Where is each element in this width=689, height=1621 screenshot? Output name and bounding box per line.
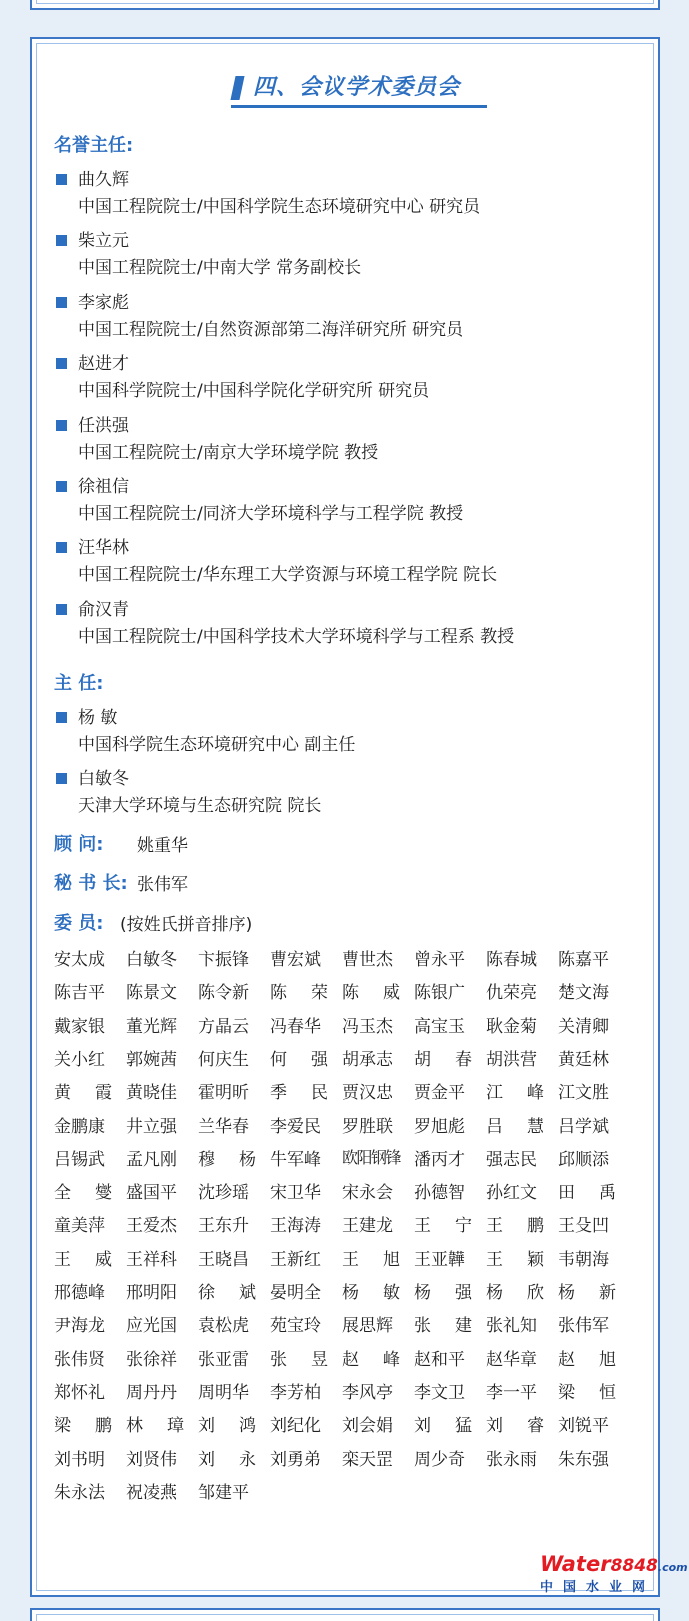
member-name: 耿金菊 <box>486 1016 537 1037</box>
member-name-char: 峰 <box>527 1083 544 1104</box>
member-name: 高宝玉 <box>414 1016 465 1037</box>
member-name-char: 鸿 <box>239 1416 256 1437</box>
member-name: 曹宏斌 <box>270 950 321 970</box>
member-name-char: 旭 <box>383 1249 400 1270</box>
honorary-affiliation: 中国工程院院士/中国科学院生态环境研究中心 研究员 <box>78 197 481 217</box>
member-name <box>558 1345 616 1370</box>
member-name <box>558 1278 616 1303</box>
member-name-char: 张 <box>414 1316 431 1337</box>
member-name <box>198 1278 256 1303</box>
section-title-block <box>227 67 492 107</box>
member-name: 王晓昌 <box>198 1249 249 1270</box>
member-name-char: 林 <box>126 1416 143 1437</box>
member-name-char: 斌 <box>239 1283 256 1303</box>
honorary-affiliation: 中国工程院院士/中南大学 常务副校长 <box>78 258 362 279</box>
member-name-char: 新 <box>599 1283 616 1303</box>
member-name: 卞振锋 <box>198 950 249 970</box>
bullet-icon <box>56 297 67 308</box>
honorary-label: 名誉主任: <box>54 135 134 156</box>
member-name-char: 杨 <box>414 1283 431 1303</box>
bullet-icon <box>56 420 67 431</box>
member-name <box>414 1311 472 1336</box>
member-name: 黄晓佳 <box>126 1083 177 1104</box>
member-name: 曹世杰 <box>342 950 393 970</box>
member-name: 吕学斌 <box>558 1116 609 1137</box>
member-name <box>486 1278 544 1303</box>
member-name: 展思辉 <box>342 1316 393 1337</box>
member-name <box>198 1445 256 1470</box>
honorary-affiliation: 中国工程院院士/中国科学技术大学环境科学与工程系 教授 <box>78 626 515 647</box>
member-name-char: 穆 <box>198 1149 215 1170</box>
member-name-char: 张 <box>270 1349 287 1370</box>
director-label: 主 任: <box>54 673 104 694</box>
member-name: 赵和平 <box>414 1349 465 1370</box>
member-name: 黄廷林 <box>558 1049 609 1070</box>
member-name: 仇荣亮 <box>486 983 537 1004</box>
member-name: 王爱杰 <box>126 1216 177 1237</box>
member-name-char: 强 <box>311 1049 328 1070</box>
director-affiliation: 天津大学环境与生态研究院 院长 <box>78 796 322 817</box>
bullet-icon <box>56 542 67 553</box>
member-name <box>486 1078 544 1103</box>
member-name-char: 刘 <box>198 1449 215 1470</box>
member-name-char: 何 <box>270 1049 287 1070</box>
member-name-char: 杨 <box>558 1283 575 1303</box>
member-name-char: 梁 <box>54 1416 71 1437</box>
committee-panel <box>30 37 660 1597</box>
member-name-char: 恒 <box>599 1382 616 1403</box>
honorary-name: 任洪强 <box>78 415 129 436</box>
member-name: 李一平 <box>486 1382 537 1403</box>
member-name: 李爱民 <box>270 1116 321 1137</box>
member-name <box>198 1145 256 1170</box>
member-name-char: 刘 <box>198 1416 215 1437</box>
next-section-panel <box>30 1608 660 1621</box>
member-name: 应光国 <box>126 1316 177 1337</box>
member-name <box>270 1078 328 1103</box>
honorary-affiliation: 中国工程院院士/同济大学环境科学与工程学院 教授 <box>78 504 464 524</box>
member-name-char: 季 <box>270 1083 287 1104</box>
member-name-char: 强 <box>455 1283 472 1303</box>
member-name: 强志民 <box>486 1149 537 1170</box>
member-name: 王祥科 <box>126 1249 177 1270</box>
member-name <box>558 1178 616 1203</box>
member-name: 罗胜联 <box>342 1116 393 1137</box>
member-name: 张永雨 <box>486 1449 537 1470</box>
member-name <box>342 978 400 1003</box>
member-name <box>414 1211 472 1236</box>
member-name-char: 杨 <box>342 1283 359 1303</box>
member-name <box>486 1411 544 1436</box>
member-name <box>54 1245 112 1270</box>
member-name: 郭婉茜 <box>126 1049 177 1070</box>
member-name: 张亚雷 <box>198 1349 249 1370</box>
member-name <box>342 1278 400 1303</box>
bullet-icon <box>56 174 67 185</box>
member-name-char: 威 <box>95 1249 112 1270</box>
member-name: 张伟贤 <box>54 1349 105 1370</box>
member-name-char: 禹 <box>599 1183 616 1204</box>
member-name-char: 民 <box>311 1083 328 1104</box>
watermark-brand: Water8848.com <box>540 1552 688 1576</box>
member-name: 李文卫 <box>414 1382 465 1403</box>
member-name-char: 王 <box>414 1216 431 1237</box>
member-name: 韦朝海 <box>558 1249 609 1270</box>
member-name: 兰华春 <box>198 1116 249 1137</box>
member-name: 潘丙才 <box>414 1149 465 1170</box>
member-name: 刘锐平 <box>558 1416 609 1437</box>
member-name: 邢明阳 <box>126 1283 177 1303</box>
member-name-char: 陈 <box>270 983 287 1004</box>
member-name: 尹海龙 <box>54 1316 105 1337</box>
members-label: 委 员: <box>54 913 104 934</box>
member-name: 王东升 <box>198 1216 249 1237</box>
member-name: 曾永平 <box>414 950 465 970</box>
member-name-char: 峰 <box>383 1349 400 1370</box>
member-name-char: 猛 <box>455 1416 472 1437</box>
member-name: 陈令新 <box>198 983 249 1004</box>
member-name-char: 建 <box>455 1316 472 1337</box>
member-name-char: 王 <box>486 1249 503 1270</box>
member-name: 童美萍 <box>54 1216 105 1237</box>
watermark-logo <box>540 1552 688 1602</box>
member-name-char: 王 <box>342 1249 359 1270</box>
member-name-char: 赵 <box>558 1349 575 1370</box>
member-name: 李风亭 <box>342 1382 393 1403</box>
member-name: 孙红文 <box>486 1183 537 1204</box>
advisor-name: 姚重华 <box>137 836 188 856</box>
director-affiliation: 中国科学院生态环境研究中心 副主任 <box>78 735 356 755</box>
member-name: 霍明昕 <box>198 1083 249 1104</box>
member-name-char: 燮 <box>95 1183 112 1204</box>
member-name-char: 旭 <box>599 1349 616 1370</box>
member-name: 关小红 <box>54 1049 105 1070</box>
member-name: 周少奇 <box>414 1449 465 1470</box>
member-name: 关清卿 <box>558 1016 609 1037</box>
member-name-char: 颖 <box>527 1249 544 1270</box>
bullet-icon <box>56 235 67 246</box>
honorary-affiliation: 中国科学院院士/中国科学院化学研究所 研究员 <box>78 381 430 402</box>
member-name: 孟凡刚 <box>126 1149 177 1170</box>
member-name: 冯春华 <box>270 1016 321 1037</box>
member-name: 盛国平 <box>126 1183 177 1204</box>
member-name-char: 胡 <box>414 1049 431 1070</box>
member-name-char: 刘 <box>414 1416 431 1437</box>
honorary-affiliation: 中国工程院院士/南京大学环境学院 教授 <box>78 442 379 463</box>
member-name-char: 江 <box>486 1083 503 1104</box>
member-name-char: 梁 <box>558 1382 575 1403</box>
member-name-char: 吕 <box>486 1116 503 1137</box>
member-name-char: 荣 <box>311 983 328 1004</box>
member-name-char: 春 <box>455 1049 472 1070</box>
secretary-label: 秘 书 长: <box>54 873 128 894</box>
member-name-char: 鹏 <box>95 1416 112 1437</box>
member-name <box>198 1411 256 1436</box>
member-name-char: 欣 <box>527 1283 544 1303</box>
member-name: 张礼知 <box>486 1316 537 1337</box>
member-name-char: 霞 <box>95 1083 112 1104</box>
member-name: 晏明全 <box>270 1283 321 1303</box>
honorary-name: 曲久辉 <box>78 170 129 190</box>
member-name <box>54 1078 112 1103</box>
bullet-icon <box>56 481 67 492</box>
bullet-icon <box>56 358 67 369</box>
advisor-label: 顾 问: <box>54 834 104 855</box>
member-name <box>486 1211 544 1236</box>
honorary-name: 李家彪 <box>78 292 129 313</box>
member-name <box>558 1378 616 1403</box>
member-name: 刘会娟 <box>342 1416 393 1437</box>
bullet-icon <box>56 604 67 615</box>
member-name-char: 王 <box>54 1249 71 1270</box>
member-name: 苑宝玲 <box>270 1316 321 1337</box>
member-name: 李芳柏 <box>270 1382 321 1403</box>
member-name-char: 宁 <box>455 1216 472 1237</box>
member-name: 刘贤伟 <box>126 1449 177 1470</box>
member-name: 宋永会 <box>342 1183 393 1204</box>
member-name: 贾汉忠 <box>342 1083 393 1104</box>
member-name-char: 永 <box>239 1449 256 1470</box>
bullet-icon <box>56 712 67 723</box>
member-name: 沈珍瑶 <box>198 1183 249 1204</box>
member-name-char: 陈 <box>342 983 359 1004</box>
member-name-char: 威 <box>383 983 400 1004</box>
member-name: 牛军峰 <box>270 1149 321 1170</box>
member-name <box>342 1345 400 1370</box>
member-name: 罗旭彪 <box>414 1116 465 1137</box>
member-name: 王建龙 <box>342 1216 393 1237</box>
member-name: 邹建平 <box>198 1482 249 1503</box>
member-name: 祝凌燕 <box>126 1482 177 1503</box>
members-note: (按姓氏拼音排序) <box>120 915 253 935</box>
member-name: 郑怀礼 <box>54 1382 105 1403</box>
member-name <box>54 1178 112 1203</box>
honorary-name: 俞汉青 <box>78 599 129 620</box>
member-name <box>270 1345 328 1370</box>
member-name: 邱顺添 <box>558 1149 609 1170</box>
previous-section-panel <box>30 0 660 10</box>
member-name <box>54 1411 112 1436</box>
member-name: 宋卫华 <box>270 1183 321 1204</box>
member-name <box>486 1112 544 1137</box>
member-name-char: 鹏 <box>527 1216 544 1237</box>
member-name: 张伟军 <box>558 1316 609 1337</box>
member-name <box>342 1245 400 1270</box>
member-name: 朱东强 <box>558 1449 609 1470</box>
member-name: 陈景文 <box>126 983 177 1004</box>
honorary-affiliation: 中国工程院院士/自然资源部第二海洋研究所 研究员 <box>78 319 464 340</box>
bullet-icon <box>56 773 67 784</box>
member-name: 井立强 <box>126 1116 177 1137</box>
member-name-char: 慧 <box>527 1116 544 1137</box>
member-name: 陈嘉平 <box>558 950 609 970</box>
member-name: 安太成 <box>54 950 105 970</box>
member-name: 袁松虎 <box>198 1316 249 1337</box>
member-name: 江文胜 <box>558 1083 609 1104</box>
member-name: 刘勇弟 <box>270 1449 321 1470</box>
member-name-char: 田 <box>558 1183 575 1204</box>
member-name-char: 黄 <box>54 1083 71 1104</box>
member-name <box>270 978 328 1003</box>
secretary-name: 张伟军 <box>137 875 188 895</box>
member-name-char: 杨 <box>239 1149 256 1170</box>
member-name-char: 杨 <box>486 1283 503 1303</box>
member-name: 陈银广 <box>414 983 465 1004</box>
member-name: 孙德智 <box>414 1183 465 1204</box>
member-name <box>126 1411 184 1436</box>
member-name: 栾天罡 <box>342 1449 393 1470</box>
member-name: 王殳凹 <box>558 1216 609 1237</box>
title-underline <box>231 105 487 108</box>
member-name-char: 赵 <box>342 1349 359 1370</box>
member-name: 刘书明 <box>54 1449 105 1470</box>
member-name <box>414 1411 472 1436</box>
member-name: 陈春城 <box>486 950 537 970</box>
member-name: 金鹏康 <box>54 1116 105 1137</box>
member-name: 白敏冬 <box>126 950 177 970</box>
watermark-subtitle: 中国水业网 <box>540 1580 656 1595</box>
member-name: 陈吉平 <box>54 983 105 1004</box>
member-name: 张徐祥 <box>126 1349 177 1370</box>
member-name: 胡洪营 <box>486 1049 537 1070</box>
director-name: 白敏冬 <box>78 769 129 790</box>
section-title: 四、会议学术委员会 <box>253 75 461 100</box>
member-name: 周丹丹 <box>126 1382 177 1403</box>
member-name: 吕锡武 <box>54 1149 105 1170</box>
member-name: 冯玉杰 <box>342 1016 393 1037</box>
member-name: 胡承志 <box>342 1049 393 1070</box>
member-name: 王新红 <box>270 1249 321 1270</box>
member-name: 方晶云 <box>198 1016 249 1037</box>
member-name-char: 王 <box>486 1216 503 1237</box>
member-name: 楚文海 <box>558 983 609 1004</box>
member-name: 邢德峰 <box>54 1283 105 1303</box>
member-name-char: 昱 <box>311 1349 328 1370</box>
member-name-char: 睿 <box>527 1416 544 1437</box>
member-name: 戴家银 <box>54 1016 105 1037</box>
member-name-char: 徐 <box>198 1283 215 1303</box>
honorary-name: 赵进才 <box>78 354 129 375</box>
member-name: 董光辉 <box>126 1016 177 1037</box>
honorary-name: 柴立元 <box>78 231 129 252</box>
member-name: 欧阳钢锋 <box>342 1147 401 1167</box>
title-accent-bar <box>230 76 244 100</box>
member-name: 王亚韡 <box>414 1249 465 1270</box>
member-name <box>414 1045 472 1070</box>
director-name: 杨 敏 <box>78 708 118 728</box>
honorary-name: 徐祖信 <box>78 477 129 497</box>
member-name-char: 刘 <box>486 1416 503 1437</box>
member-name <box>486 1245 544 1270</box>
member-name <box>270 1045 328 1070</box>
member-name: 朱永法 <box>54 1482 105 1503</box>
honorary-name: 汪华林 <box>78 538 129 559</box>
member-name: 赵华章 <box>486 1349 537 1370</box>
honorary-affiliation: 中国工程院院士/华东理工大学资源与环境工程学院 院长 <box>78 565 498 586</box>
member-name: 刘纪化 <box>270 1416 321 1437</box>
member-name-char: 敏 <box>383 1283 400 1303</box>
member-name-char: 璋 <box>167 1416 184 1437</box>
member-name: 王海涛 <box>270 1216 321 1237</box>
member-name: 贾金平 <box>414 1083 465 1104</box>
member-name <box>414 1278 472 1303</box>
member-name: 周明华 <box>198 1382 249 1403</box>
member-name-char: 全 <box>54 1183 71 1204</box>
member-name: 何庆生 <box>198 1049 249 1070</box>
